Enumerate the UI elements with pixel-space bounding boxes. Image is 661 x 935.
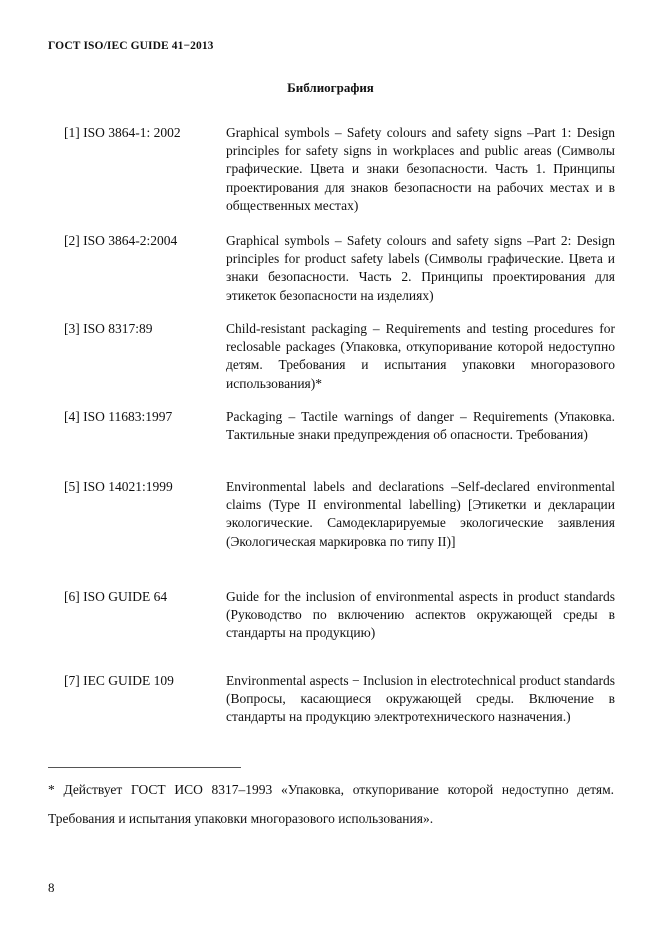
entry-reference: [2] ISO 3864-2:2004: [64, 233, 178, 248]
bibliography-entry-6: [0, 588, 661, 672]
bibliography-entry-3: [0, 320, 661, 408]
entry-description: Graphical symbols – Safety colours and safety signs –Part 2: Design principles for product safety labels (Символы графические. Цвета и знаки безопасности. Часть 2. Принципы проектирования для этикеток безопасности на изделиях): [226, 233, 615, 303]
footnote-divider: [48, 767, 241, 768]
bibliography-entry-2: [0, 232, 661, 320]
entry-description: Graphical symbols – Safety colours and safety signs –Part 1: Design principles for safety signs in workplaces and public areas (Символы графические. Цвета и знаки безопасности. Часть 1. Принципы проектирования для знаков безопасности на рабочих местах и в общественных местах): [226, 125, 615, 213]
bibliography-title: Библиография: [287, 80, 374, 95]
entry-description: Environmental labels and declarations –Self-declared environmental claims (Type II environmental labelling) [Этикетки и декларации экологические. Самодекларируемые экологические заявления (Экологическая маркировка по типу II)]: [226, 479, 615, 549]
bibliography-entry-4: [0, 408, 661, 478]
entry-reference: [6] ISO GUIDE 64: [64, 589, 168, 604]
entry-reference: [1] ISO 3864-1: 2002: [64, 125, 181, 140]
entry-description: Packaging – Tactile warnings of danger – Requirements (Упаковка. Тактильные знаки предупреждения об опасности. Требования): [226, 409, 615, 443]
entry-reference: [4] ISO 11683:1997: [64, 409, 173, 424]
document-header: ГОСТ ISO/IEC GUIDE 41−2013: [48, 40, 214, 52]
entry-description: Child-resistant packaging – Requirements and testing procedures for reclosable packages (Упаковка, откупоривание которой недоступно детям. Требования и испытания упаковки многоразового использования)*: [226, 321, 615, 391]
bibliography-entry-1: [0, 124, 661, 232]
entry-reference: [7] IEC GUIDE 109: [64, 673, 174, 688]
entry-description: Guide for the inclusion of environmental aspects in product standards (Руководство по включению аспектов окружающей среды в стандарты на продукцию): [226, 589, 615, 641]
entry-reference: [3] ISO 8317:89: [64, 321, 153, 336]
entry-reference: [5] ISO 14021:1999: [64, 479, 173, 494]
bibliography-list: [0, 124, 661, 752]
bibliography-entry-5: [0, 478, 661, 588]
bibliography-entry-7: [0, 672, 661, 752]
entry-description: Environmental aspects − Inclusion in electrotechnical product standards (Вопросы, касающиеся окружающей среды. Включение в стандарты на продукцию электротехнического назначения.): [226, 673, 615, 725]
page-number: 8: [48, 880, 55, 895]
footnote: * Действует ГОСТ ИСО 8317–1993 «Упаковка, откупоривание которой недоступно детям. Требования и испытания упаковки многоразового использования».: [48, 782, 614, 826]
